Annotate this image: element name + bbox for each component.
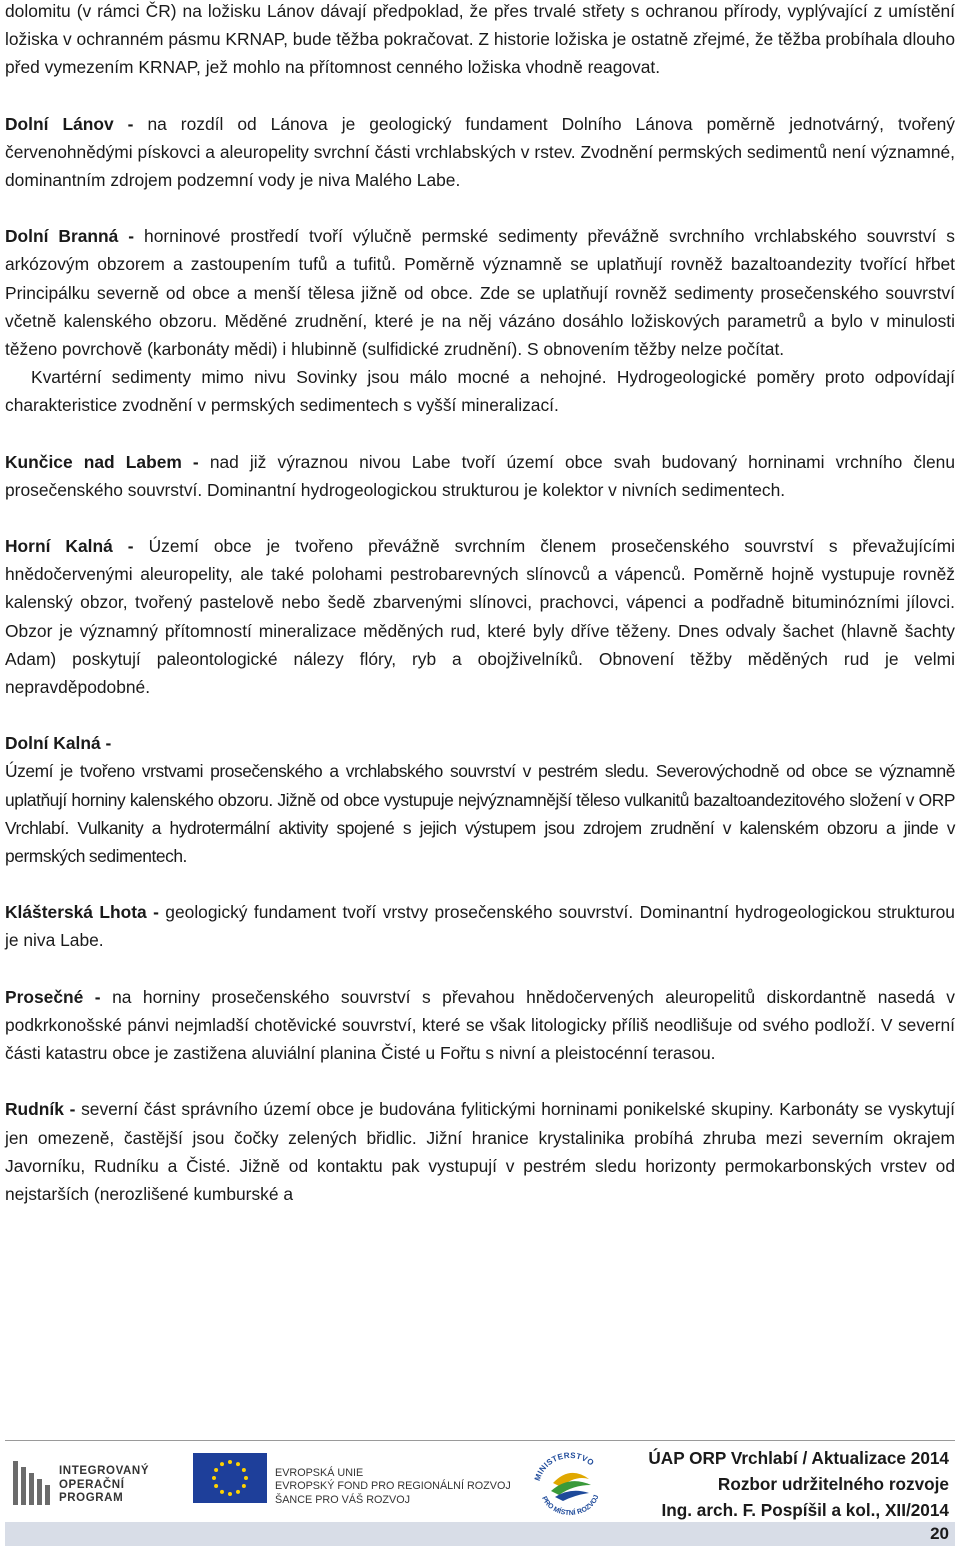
horni-kalna-paragraph (5, 532, 955, 701)
dolni-kalna-text: Území je tvořeno vrstvami prosečenského a vrchlabského souvrství v pestrém sledu. Severovýchodně od obce se významně uplatňují horniny kalenského obzoru. Jižně od obce vystupuje nejvýznamnější těleso vulkanitů bazaltoandezitového složení v ORP Vrchlabí. Vulkanity a hydrotermální aktivity spojené s jejich výstupem jsou zdrojem zrudnění v kalenském obzoru a jinde v permských sedimentech. (5, 761, 955, 867)
footer-title-line-1: ÚAP ORP Vrchlabí / Aktualizace 2014 (648, 1448, 949, 1468)
document-page (5, 0, 955, 1208)
iop-logo-line-3: PROGRAM (59, 1492, 124, 1504)
iop-logo (5, 1461, 163, 1513)
rudnik-heading: Rudník - (5, 1099, 76, 1120)
klasterska-heading: Klášterská Lhota - (5, 902, 159, 923)
prosecne-text: na horniny prosečenského souvrství s převahou hnědočervených aleuropelitů diskordantně nasedá v podkrkonošské pánvi nejmladší chotěvické souvrství, které se však litologicky příliš neodlišuje od svého podloží. V severní části katastru obce je zastižena aluviální planina Čisté u Fořtu s nivní a pleistocénní terasou. (5, 986, 955, 1064)
dolni-lanov-heading: Dolní Lánov - (5, 113, 134, 134)
footer (5, 1441, 955, 1521)
iop-logo-icon (13, 1461, 53, 1507)
ministry-logo-bottom-text: PRO MÍSTNÍ ROZVOJ (540, 1494, 601, 1517)
dolni-branna-paragraph-2: Kvartérní sedimenty mimo nivu Sovinky jsou málo mocné a nehojné. Hydrogeologické poměry proto odpovídají charakteristice zvodnění v permských sedimentech s vyšší mineralizací. (5, 367, 955, 416)
kuncice-text: nad již výraznou nivou Labe tvoří území obce svah budovaný horninami vrchního členu prosečenského souvrství. Dominantní hydrogeologickou strukturou je kolektor v nivních sedimentech. (5, 451, 955, 500)
footer-title-line-3: Ing. arch. F. Pospíšil a kol., XII/2014 (661, 1500, 949, 1520)
dolni-branna-paragraph (5, 222, 955, 363)
iop-logo-line-1: INTEGROVANÝ (59, 1465, 150, 1477)
dolni-lanov-paragraph (5, 110, 955, 195)
horni-kalna-heading: Horní Kalná - (5, 536, 134, 557)
ministry-logo-top-text: MINISTERSTVO (532, 1451, 596, 1483)
prosecne-heading: Prosečné - (5, 986, 101, 1007)
eu-logo-line-1: EVROPSKÁ UNIE (275, 1467, 364, 1479)
rudnik-text: severní část správního území obce je budována fylitickými horninami ponikelské skupiny. Karbonáty se vyskytují jen omezeně, častější jsou čočky zelených břidlic. Jižní hranice krystalinika probíhá zhruba mezi severním okrajem Javorníku, Rudníku a Čisté. Jižně od kontaktu pak vystupují v pestrém sledu horizonty permokarbonských vrstev od nejstarších (nerozlišené kumburské a (5, 1099, 955, 1204)
footer-title (648, 1445, 949, 1523)
intro-paragraph: dolomitu (v rámci ČR) na ložisku Lánov dávají předpoklad, že přes trvalé střety s ochranou přírody, vyplývající z umístění ložiska v ochranném pásmu KRNAP, bude těžba pokračovat. Z historie ložiska je ostatně zřejmé, že těžba probíhala dlouho před vymezením KRNAP, jež mohlo na přítomnost cenného ložiska vhodně reagovat. (5, 1, 955, 78)
klasterska-text: geologický fundament tvoří vrstvy prosečenského souvrství. Dominantní hydrogeologickou strukturou je niva Labe. (5, 902, 955, 951)
page-number: 20 (930, 1524, 949, 1543)
dolni-branna-heading: Dolní Branná - (5, 226, 135, 247)
ministry-logo (529, 1451, 611, 1517)
dolni-kalna-heading-line (5, 729, 955, 757)
page-number-bar (5, 1522, 955, 1546)
kuncice-paragraph (5, 448, 955, 504)
eu-logo-line-3: ŠANCE PRO VÁŠ ROZVOJ (275, 1493, 410, 1506)
klasterska-paragraph (5, 898, 955, 954)
dolni-branna-text: horninové prostředí tvoří výlučně permské sedimenty převážně svrchního vrchlabského souvrství s arkózovým obzorem a zastoupením tufů a tufitů. Poměrně významně se uplatňují rovněž bazaltoandezity tvořící hřbet Principálku severně od obce a menší tělesa jižně od obce. Zde se uplatňují rovněž sedimenty prosečenského souvrství včetně kalenského obzoru. Měděné zrudnění, které je na něj vázáno dosáhlo ložiskových parametrů a bylo v minulosti těženo povrchově (karbonáty mědi) i hlubinně (sulfidické zrudnění). S obnovením těžby nelze počítat. (5, 226, 955, 360)
horni-kalna-text: Území obce je tvořeno převážně svrchním členem prosečenského souvrství s převažujícími hnědočervenými aleuropelity, ale také polohami pestrobarevných slínovců a vápenců. Poměrně hojně vystupuje rovněž kalenský obzor, tvořený pastelově nebo šedě zbarvenými slínovci, prachovci, vápenci a podřadně bituminózními jílovci. Obzor je významný přítomností mineralizace měděných rud, které byly dříve těženy. Dnes odvaly šachet (hlavně šachty Adam) poskytují paleontologické nálezy flóry, ryb a obojživelníků. Obnovení těžby měděných rud je velmi nepravděpodobné. (5, 536, 955, 698)
rudnik-paragraph (5, 1095, 955, 1208)
dolni-kalna-heading: Dolní Kalná - (5, 733, 112, 754)
eu-logo-line-2: EVROPSKÝ FOND PRO REGIONÁLNÍ ROZVOJ (275, 1480, 511, 1493)
iop-logo-line-2: OPERAČNÍ (59, 1478, 125, 1491)
dolni-lanov-text: na rozdíl od Lánova je geologický fundament Dolního Lánova poměrně jednotvárný, tvořený červenohnědými pískovci a aleuropelity svrchní části vrchlabských v rstev. Zvodnění permských sedimentů není významné, dominantním zdrojem podzemní vody je niva Malého Labe. (5, 113, 955, 191)
footer-title-line-2: Rozbor udržitelného rozvoje (717, 1474, 949, 1494)
eu-flag-icon (193, 1453, 267, 1503)
eu-logo (193, 1453, 523, 1513)
kuncice-heading: Kunčice nad Labem - (5, 451, 199, 472)
prosecne-paragraph (5, 983, 955, 1068)
